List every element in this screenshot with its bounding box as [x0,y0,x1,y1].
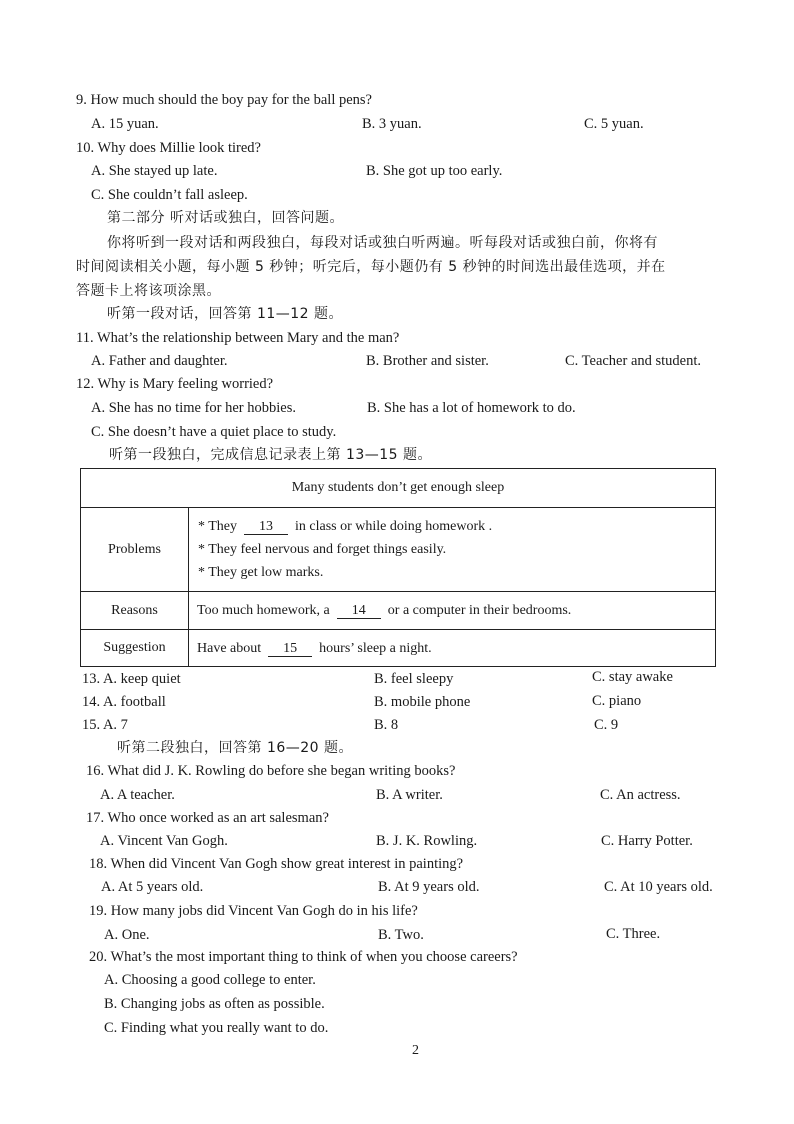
question-12: 12. Why is Mary feeling worried? [76,376,274,392]
q19-option-a: A. One. [104,927,150,943]
table-title: Many students don’t get enough sleep [81,469,716,508]
q11-option-a: A. Father and daughter. [91,353,228,369]
q11-option-c: C. Teacher and student. [565,353,702,369]
question-11: 11. What’s the relationship between Mary and the man? [76,330,400,346]
problem-3: * They get low marks. [198,565,324,580]
q17-option-b: B. J. K. Rowling. [376,833,478,849]
monologue1-heading: 听第一段独白，完成信息记录表上第 13—15 题。 [109,447,433,463]
monologue2-heading: 听第二段独白，回答第 16—20 题。 [117,740,354,756]
problems-label: Problems [81,508,189,592]
q16-option-b: B. A writer. [376,787,443,803]
q18-option-c: C. At 10 years old. [604,879,713,895]
q10-option-a: A. She stayed up late. [91,163,218,179]
q16-option-c: C. An actress. [600,787,681,803]
q11-option-b: B. Brother and sister. [366,353,489,369]
q18-option-b: B. At 9 years old. [378,879,480,895]
q13-option-c: C. stay awake [592,669,673,685]
q14-option-b: B. mobile phone [374,694,471,710]
q20-option-a: A. Choosing a good college to enter. [104,972,316,988]
blank-14[interactable]: 14 [337,603,381,619]
part2-instructions-2: 时间阅读相关小题，每小题 5 秒钟；听完后，每小题仍有 5 秒钟的时间选出最佳选项，并在 [76,259,666,275]
info-record-table [80,468,716,667]
q9-option-c: C. 5 yuan. [584,116,644,132]
blank-13[interactable]: 13 [244,519,288,535]
question-19: 19. How many jobs did Vincent Van Gogh do in his life? [89,903,418,919]
q10-option-c: C. She couldn’t fall asleep. [91,187,248,203]
reasons-label: Reasons [81,592,189,630]
blank-15[interactable]: 15 [268,641,312,657]
q19-option-c: C. Three. [606,926,661,942]
q15-option-b: B. 8 [374,717,399,733]
suggestion-cell: Have about 15 hours’ sleep a night. [189,630,716,667]
question-17: 17. Who once worked as an art salesman? [86,810,329,826]
q15-option-c: C. 9 [594,717,619,733]
question-10: 10. Why does Millie look tired? [76,140,261,156]
q10-option-b: B. She got up too early. [366,163,503,179]
question-16: 16. What did J. K. Rowling do before she began writing books? [86,763,456,779]
q13-option-b: B. feel sleepy [374,671,454,687]
q12-option-a: A. She has no time for her hobbies. [91,400,296,416]
part2-instructions-3: 答题卡上将该项涂黑。 [76,283,221,299]
q16-option-a: A. A teacher. [100,787,175,803]
q20-option-b: B. Changing jobs as often as possible. [104,996,325,1012]
question-14: 14. A. football [82,694,166,710]
q12-option-c: C. She doesn’t have a quiet place to study. [91,424,337,440]
part2-heading: 第二部分 听对话或独白，回答问题。 [107,210,344,226]
question-15: 15. A. 7 [82,717,128,733]
problems-cell [189,508,716,592]
q17-option-a: A. Vincent Van Gogh. [100,833,228,849]
q18-option-a: A. At 5 years old. [101,879,204,895]
reasons-cell: Too much homework, a 14 or a computer in their bedrooms. [189,592,716,630]
problem-2: * They feel nervous and forget things easily. [198,542,447,557]
q14-option-c: C. piano [592,693,642,709]
page-number: 2 [412,1043,419,1058]
q9-option-a: A. 15 yuan. [91,116,159,132]
question-13: 13. A. keep quiet [82,671,181,687]
question-20: 20. What’s the most important thing to think of when you choose careers? [89,949,518,965]
suggestion-label: Suggestion [81,630,189,667]
dialog1-heading: 听第一段对话，回答第 11—12 题。 [107,306,344,322]
problem-1: * They 13 in class or while doing homework . [198,519,493,534]
q9-option-b: B. 3 yuan. [362,116,422,132]
q20-option-c: C. Finding what you really want to do. [104,1020,329,1036]
question-9: 9. How much should the boy pay for the ball pens? [76,92,372,108]
q19-option-b: B. Two. [378,927,424,943]
q12-option-b: B. She has a lot of homework to do. [367,400,576,416]
part2-instructions-1: 你将听到一段对话和两段独白，每段对话或独白听两遍。听每段对话或独白前，你将有 [107,235,658,251]
q17-option-c: C. Harry Potter. [601,833,693,849]
question-18: 18. When did Vincent Van Gogh show great interest in painting? [89,856,464,872]
